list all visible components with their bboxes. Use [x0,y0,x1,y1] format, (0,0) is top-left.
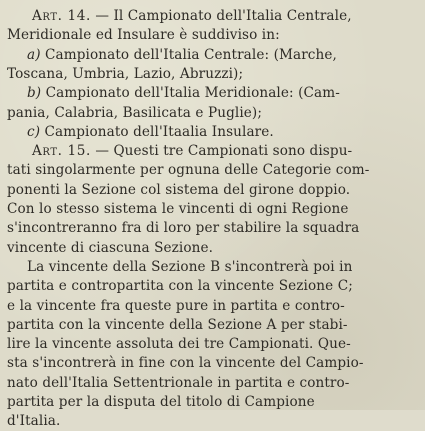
art14-item-a-mark: a) [27,46,41,63]
art15-line-4: Con lo stesso sistema le vincenti di ogni Regione [7,201,349,217]
art15-line-1 [32,141,352,161]
art14-item-b-mark: b) [27,85,42,102]
art15-p2-line-4: partita con la vincente della Sezione A per stabi- [7,316,348,333]
art15-line-2: tati singolarmente per ognuna delle Categorie com- [7,162,370,179]
art14-line-1 [32,6,420,26]
art15-p2-line-5: lire la vincente assoluta dei tre Campionati. Que- [7,336,351,353]
art14-item-c-mark: c) [27,123,41,140]
art14-item-a-line-1 [27,45,337,65]
art15-p2-line-6: sta s'incontrerà in fine con la vincente del Campio- [7,355,364,372]
art15-p2-line-9: d'Italia. [7,413,61,430]
art14-item-a-line-2: Toscana, Umbria, Lazio, Abruzzi); [7,65,244,82]
art15-p2-line-9-row [7,411,60,431]
art15-p2-line-1 [27,257,352,277]
art15-p2-line-8: partita per la disputa del titolo di Campione [7,394,315,410]
art14-line-2: Meridionale ed Insulare è suddiviso in: [7,27,280,44]
art15-p2-line-2: partita e contropartita con la vincente Sezione C; [7,278,353,295]
art14-item-c-line-1 [27,122,274,142]
art15-line-6: vincente di ciascuna Sezione. [7,239,214,256]
art14-item-b-line-2: pania, Calabria, Basilicata e Puglie); [7,104,263,121]
art15-p2-line1-text: La vincente della Sezione B s'incontrerà poi in [27,258,353,275]
art14-item-c-text: Campionato dell'Itaalia Insulare. [44,123,274,140]
art15-line1-text: — Questi tre Campionati sono dispu- [95,143,353,160]
art15-line-3: ponenti la Sezione col sistema del girone doppio. [7,181,351,198]
art14-item-b-line-1 [27,83,340,103]
art15-line-5: s'incontreranno fra di loro per stabilire la squadra [7,220,360,237]
art15-p2-line-3: e la vincente fra queste pure in partita e contro- [7,297,345,314]
art14-item-b-text: Campionato dell'Italia Meridionale: (Cam- [45,85,340,102]
art14-label: Art. 14. [32,8,91,24]
art14-item-a-text: Campionato dell'Italia Centrale: (Marche, [45,46,337,63]
art15-label: Art. 15. [32,143,91,160]
art15-p2-line-7: nato dell'Italia Settentrionale in partita e contro- [7,374,350,391]
art14-line1-text: — Il Campionato dell'Italia Centrale, [95,8,352,24]
